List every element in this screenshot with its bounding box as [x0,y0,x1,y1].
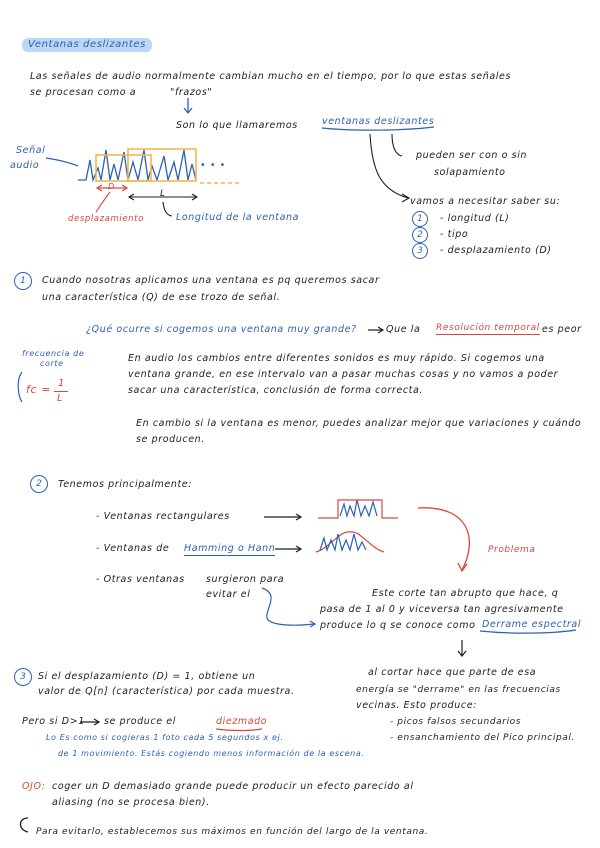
ojo-label: OJO: [22,781,46,792]
formula-fraction-bar [54,391,68,392]
s3-al-cortar-line3: vecinas. Esto produce: [356,700,477,711]
s1-para1-line2: ventana grande, en ese intervalo van a pasar muchas cosas y no vamos a poder [128,369,559,380]
desplazamiento-label: desplazamiento [68,214,144,224]
s2-item-1: - Ventanas rectangulares [96,511,230,522]
s1-para1-line3: sacar una característica, conclusión de forma correcta. [128,385,424,396]
s3-al-cortar-line1: al cortar hace que parte de esa [368,667,537,678]
formula-numerator: 1 [58,378,65,389]
s3-ojo-line1: coger un D demasiado grande puede producir un efecto parecido al [52,781,414,792]
section-1-number: 1 [14,272,32,290]
s1-resolucion: Resolución temporal [436,323,540,333]
s3-pero-pre: Pero si D>1 [22,716,85,727]
arrow-pueden-icon [392,134,402,156]
s3-al-cortar-line2: energía se "derrame" en las frecuencias [356,685,561,695]
intro-line-2: se procesan como a [30,87,137,98]
s2-corte-line2: pasa de 1 al 0 y viceversa tan agresivamente [320,604,564,615]
item-1-number: 1 [412,211,428,227]
frazos-label: "frazos" [170,87,213,98]
diezmado-label: diezmado [216,716,268,727]
s3-line-2: valor de Q[n] (característica) por cada muestra. [38,686,295,697]
vamos-a-label: vamos a necesitar saber su: [410,196,561,207]
more-dots: • • • [200,160,226,171]
frecuencia-label-2: corte [40,359,64,368]
pueden-ser-label: pueden ser con o sin [416,150,528,161]
s1-para1-line1: En audio los cambios entre diferentes sonidos es muy rápido. Si cogemos una [128,353,545,364]
formula-denominator: L [57,393,64,404]
senal-arrow-icon [46,158,78,166]
s2-corte-line3: produce lo q se conoce como [320,620,476,631]
senal-label-2: audio [10,160,40,171]
s3-es-line1: Lo Es como si cogieras 1 foto cada 5 segundos x ej. [46,733,284,742]
s2-item-2-highlight: Hamming o Hann [184,543,276,554]
s2-item-3-line2a: surgieron para [206,574,285,585]
s2-corte-line1: Este corte tan abrupto que hace, q [372,588,559,599]
page-title: Ventanas deslizantes [22,38,152,52]
section-3-number: 3 [14,668,32,686]
s3-produce-2: - ensanchamiento del Pico principal. [390,733,575,743]
s3-es-line2: de 1 movimiento. Estás cogiendo menos información de la escena. [58,749,365,758]
section-2-number: 2 [30,475,48,493]
s1-para2-line2: se producen. [136,434,205,445]
s1-line-1: Cuando nosotras aplicamos una ventana es pq queremos sacar [42,275,380,286]
hook-arrow-icon [21,818,29,832]
item-3-number: 3 [412,243,428,259]
item-2-text: - tipo [440,229,469,240]
problema-label: Problema [488,545,536,555]
s2-item-3-line2b: evitar el [206,589,251,600]
s1-line-2: una característica (Q) de ese trozo de señal. [42,292,281,303]
solapamiento-label: solapamiento [434,167,506,178]
s3-line-1: Si el desplazamiento (D) = 1, obtiene un [38,671,256,682]
derrame-espectral-label: Derrame espectral [482,619,582,630]
ventanas-deslizantes-label: ventanas deslizantes [322,116,435,127]
s3-produce-1: - picos falsos secundarios [390,717,522,727]
senal-label-1: Señal [16,145,46,156]
item-2-number: 2 [412,227,428,243]
s1-para2-line1: En cambio si la ventana es menor, puedes analizar mejor que variaciones y cuándo [136,418,582,429]
item-1-text: - longitud (L) [440,213,510,224]
s1-question: ¿Qué ocurre si cogemos una ventana muy grande? [86,324,357,335]
s3-pero-post: se produce el [104,716,176,727]
item-3-text: - desplazamiento (D) [440,245,552,256]
d-label: D [108,182,115,191]
formula-lhs: fc = [26,383,52,396]
longitud-ventana-label: Longitud de la ventana [176,212,300,223]
arrow-vamos-icon [370,134,408,198]
frecuencia-label-1: frecuencia de [22,349,85,358]
s2-heading: Tenemos principalmente: [58,479,193,490]
l-label: L [160,189,166,199]
s2-item-3-line1: - Otras ventanas [96,574,185,585]
intro-line-3: Son lo que llamaremos [176,120,298,131]
s2-item-2: - Ventanas de [96,543,170,554]
s3-ojo-line2: aliasing (no se procesa bien). [52,797,210,808]
s3-final: Para evitarlo, establecemos sus máximos en función del largo de la ventana. [36,827,429,837]
intro-line-1: Las señales de audio normalmente cambian mucho en el tiempo, por lo que estas señales [30,71,512,82]
s1-answer-pre: Que la [386,324,421,335]
s1-answer-post: es peor [542,324,582,335]
problema-arrow-icon [418,508,469,570]
